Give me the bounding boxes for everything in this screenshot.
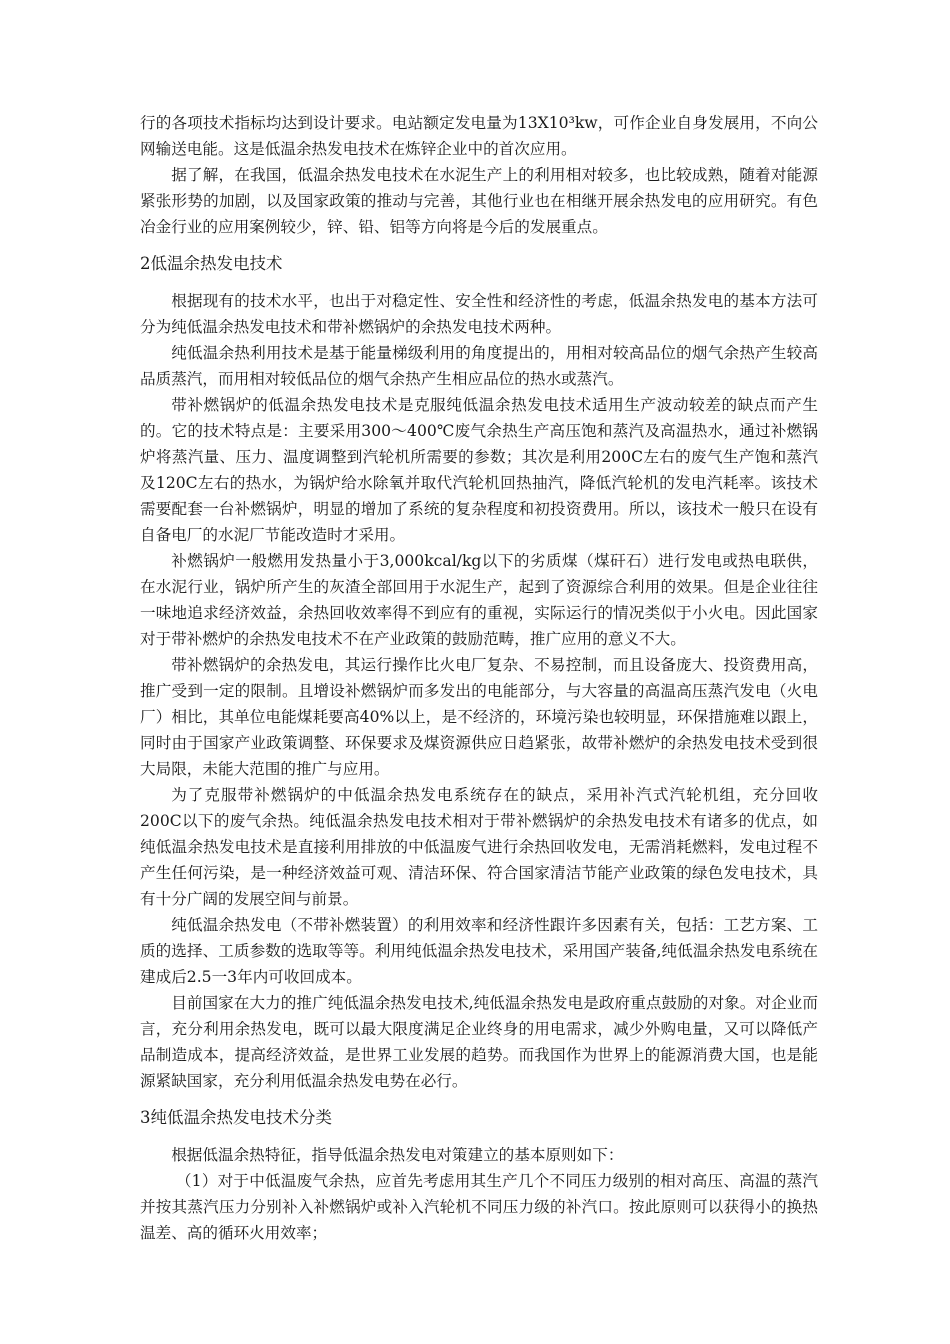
section-2-paragraph-6: 为了克服带补燃锅炉的中低温余热发电系统存在的缺点，采用补汽式汽轮机组，充分回收200C以下的废气余热。纯低温余热发电技术相对于带补燃锅炉的余热发电技术有诸多的优点，如纯低温余热发电技术是直接利用排放的中低温废气进行余热回收发电，无需消耗燃料，发电过程不产生任何污染，是一种经济效益可观、清洁环保、符合国家清洁节能产业政策的绿色发电技术，具有十分广阔的发展空间与前景。 xyxy=(140,786,818,908)
section-3-heading: 3纯低温余热发电技术分类 xyxy=(140,1108,332,1127)
paragraph-intro-2: 据了解，在我国，低温余热发电技术在水泥生产上的利用相对较多，也比较成熟，随着对能源紧张形势的加剧，以及国家政策的推动与完善，其他行业也在相继开展余热发电的应用研究。有色冶金行业的应用案例较少，锌、铅、铝等方向将是今后的发展重点。 xyxy=(140,166,818,236)
section-3-paragraph-2: （1）对于中低温废气余热，应首先考虑用其生产几个不同压力级别的相对高压、高温的蒸汽并按其蒸汽压力分别补入补燃锅炉或补入汽轮机不同压力级的补汽口。按此原则可以获得小的换热温差、高的循环火用效率； xyxy=(140,1172,818,1242)
section-2-paragraph-3: 带补燃锅炉的低温余热发电技术是克服纯低温余热发电技术适用生产波动较差的缺点而产生的。它的技术特点是：主要采用300～400℃废气余热生产高压饱和蒸汽及高温热水，通过补燃锅炉将蒸汽量、压力、温度调整到汽轮机所需要的参数；其次是利用200C左右的废气生产饱和蒸汽及120C左右的热水，为锅炉给水除氧并取代汽轮机回热抽汽，降低汽轮机的发电汽耗率。该技术需要配套一台补燃锅炉，明显的增加了系统的复杂程度和初投资费用。所以，该技术一般只在设有自备电厂的水泥厂节能改造时才采用。 xyxy=(140,396,818,544)
section-2-paragraph-4: 补燃锅炉一般燃用发热量小于3,000kcal/kg以下的劣质煤（煤矸石）进行发电或热电联供，在水泥行业，锅炉所产生的灰渣全部回用于水泥生产，起到了资源综合利用的效果。但是企业往往一味地追求经济效益，余热回收效率得不到应有的重视，实际运行的情况类似于小火电。因此国家对于带补燃炉的余热发电技术不在产业政策的鼓励范畴，推广应用的意义不大。 xyxy=(140,552,818,648)
document-page xyxy=(140,110,818,1246)
section-2-paragraph-1: 根据现有的技术水平，也出于对稳定性、安全性和经济性的考虑，低温余热发电的基本方法可分为纯低温余热发电技术和带补燃锅炉的余热发电技术两种。 xyxy=(140,292,818,336)
section-2-paragraph-5: 带补燃锅炉的余热发电，其运行操作比火电厂复杂、不易控制，而且设备庞大、投资费用高，推广受到一定的限制。且增设补燃锅炉而多发出的电能部分，与大容量的高温高压蒸汽发电（火电厂）相比，其单位电能煤耗要高40%以上，是不经济的，环境污染也较明显，环保措施难以跟上，同时由于国家产业政策调整、环保要求及煤资源供应日趋紧张，故带补燃炉的余热发电技术受到很大局限，未能大范围的推广与应用。 xyxy=(140,656,818,778)
section-2-heading: 2低温余热发电技术 xyxy=(140,254,283,273)
section-2-paragraph-7: 纯低温余热发电（不带补燃装置）的利用效率和经济性跟许多因素有关，包括：工艺方案、工质的选择、工质参数的选取等等。利用纯低温余热发电技术，采用国产装备,纯低温余热发电系统在建成后2.5一3年内可收回成本。 xyxy=(140,916,818,986)
paragraph-intro-continued: 行的各项技术指标均达到设计要求。电站额定发电量为13X10³kw，可作企业自身发展用，不向公网输送电能。这是低温余热发电技术在炼锌企业中的首次应用。 xyxy=(140,114,818,158)
section-3-paragraph-1: 根据低温余热特征，指导低温余热发电对策建立的基本原则如下： xyxy=(171,1146,624,1164)
section-2-paragraph-2: 纯低温余热利用技术是基于能量梯级利用的角度提出的，用相对较高品位的烟气余热产生较高品质蒸汽，而用相对较低品位的烟气余热产生相应品位的热水或蒸汽。 xyxy=(140,344,818,388)
section-2-paragraph-8: 目前国家在大力的推广纯低温余热发电技术,纯低温余热发电是政府重点鼓励的对象。对企业而言，充分利用余热发电，既可以最大限度满足企业终身的用电需求，减少外购电量，又可以降低产品制造成本，提高经济效益，是世界工业发展的趋势。而我国作为世界上的能源消费大国，也是能源紧缺国家，充分利用低温余热发电势在必行。 xyxy=(140,994,818,1090)
